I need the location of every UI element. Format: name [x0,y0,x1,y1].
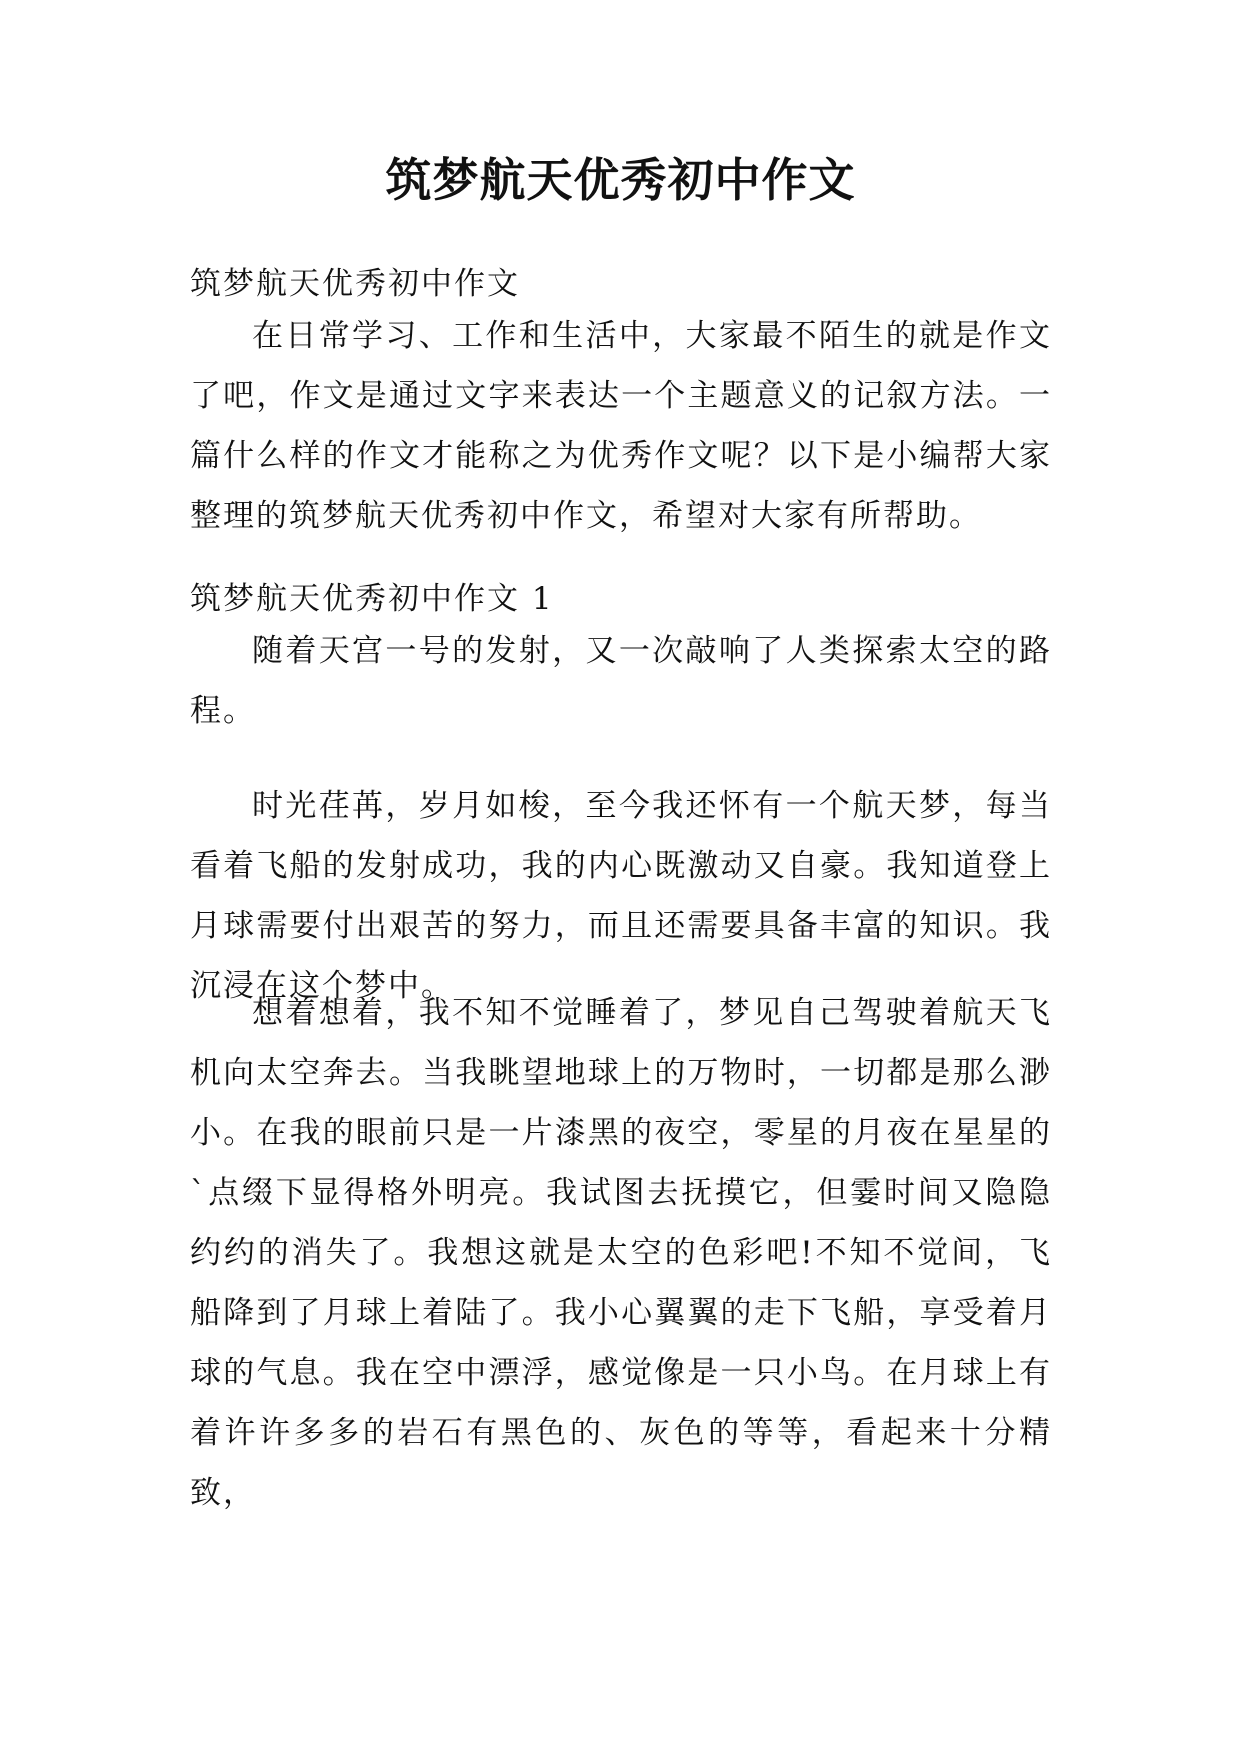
document-title: 筑梦航天优秀初中作文 [385,153,856,207]
section-1-paragraph-3: 想着想着，我不知不觉睡着了，梦见自己驾驶着航天飞机向太空奔去。当我眺望地球上的万物时，一切都是那么渺小。在我的眼前只是一片漆黑的夜空，零星的月夜在星星的`点缀下显得格外明亮。我试图去抚摸它，但霎时间又隐隐约约的消失了。我想这就是太空的色彩吧!不知不觉间，飞船降到了月球上着陆了。我小心翼翼的走下飞船，享受着月球的气息。我在空中漂浮，感觉像是一只小鸟。在月球上有着许许多多的岩石有黑色的、灰色的等等，看起来十分精致， [190,995,1052,1511]
section-1-paragraph-1: 随着天宫一号的发射，又一次敲响了人类探索太空的路程。 [190,633,1052,729]
intro-paragraph: 在日常学习、工作和生活中，大家最不陌生的就是作文了吧，作文是通过文字来表达一个主题意义的记叙方法。一篇什么样的作文才能称之为优秀作文呢？以下是小编帮大家整理的筑梦航天优秀初中作文，希望对大家有所帮助。 [190,318,1052,534]
section-1-heading: 筑梦航天优秀初中作文 1 [190,581,554,617]
document-subtitle: 筑梦航天优秀初中作文 [190,266,520,302]
section-1-paragraph-2: 时光荏苒，岁月如梭，至今我还怀有一个航天梦，每当看着飞船的发射成功，我的内心既激动又自豪。我知道登上月球需要付出艰苦的努力，而且还需要具备丰富的知识。我沉浸在这个梦中。 [190,788,1052,1004]
